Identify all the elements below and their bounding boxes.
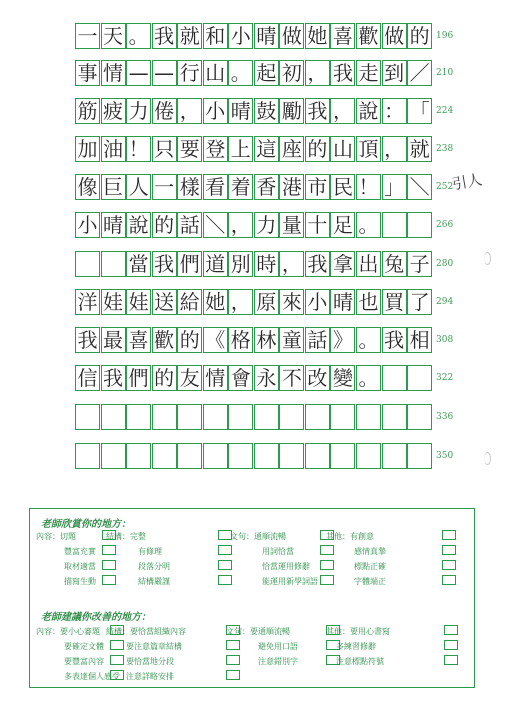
- feedback-item: 結構：完整: [106, 532, 146, 541]
- row-number: 350: [436, 451, 454, 461]
- grid-cell: 送: [152, 289, 177, 315]
- feedback-checkbox[interactable]: [102, 545, 116, 555]
- grid-cell: 。: [356, 327, 381, 353]
- grid-cell: ，: [228, 212, 253, 238]
- grid-cell: [407, 443, 432, 469]
- grid-cell: 話: [305, 327, 330, 353]
- grid-cell: 們: [126, 365, 151, 391]
- feedback-item: 注意標點符號: [336, 657, 384, 666]
- grid-cell: 出: [356, 251, 381, 277]
- grid-cell: 力: [126, 98, 151, 124]
- grid-cell: ！: [356, 174, 381, 200]
- feedback-improve-title: 老師建議你改善的地方：: [41, 612, 151, 623]
- grid-cell: [305, 404, 330, 430]
- grid-cell: 她: [203, 289, 228, 315]
- feedback-item: 文句：通順流暢: [230, 532, 286, 541]
- grid-cell: 給: [177, 289, 202, 315]
- feedback-checkbox[interactable]: [444, 640, 458, 650]
- feedback-checkbox[interactable]: [320, 560, 334, 570]
- grid-cell: 小: [228, 23, 253, 49]
- grid-cell: [254, 404, 279, 430]
- grid-cell: 我: [152, 251, 177, 277]
- grid-cell: 子: [407, 251, 432, 277]
- grid-cell: 改: [305, 365, 330, 391]
- grid-cell: [75, 443, 100, 469]
- grid-cell: 的: [177, 327, 202, 353]
- grid-cell: 情: [203, 365, 228, 391]
- grid-cell: 》: [330, 327, 355, 353]
- grid-cell: 上: [228, 136, 253, 162]
- grid-row: [75, 212, 433, 238]
- grid-cell: 來: [279, 289, 304, 315]
- grid-cell: 洋: [75, 289, 100, 315]
- row-number: 308: [436, 335, 454, 345]
- grid-row: [75, 23, 433, 49]
- grid-cell: 看: [203, 174, 228, 200]
- grid-cell: 只: [152, 136, 177, 162]
- grid-cell: 「: [407, 98, 432, 124]
- grid-cell: 着: [228, 174, 253, 200]
- grid-row: [75, 98, 433, 124]
- feedback-item: 段落分明: [138, 562, 170, 571]
- margin-note: 引人: [450, 170, 484, 194]
- grid-cell: 就: [177, 23, 202, 49]
- grid-cell: 像: [75, 174, 100, 200]
- grid-row: [75, 136, 433, 162]
- grid-cell: 兔: [382, 251, 407, 277]
- feedback-checkbox[interactable]: [320, 575, 334, 585]
- grid-cell: 晴: [101, 212, 126, 238]
- feedback-item: 其他：要用心書寫: [326, 627, 390, 636]
- grid-cell: 變: [330, 365, 355, 391]
- grid-cell: [177, 404, 202, 430]
- grid-cell: 別: [228, 251, 253, 277]
- feedback-item: 描寫生動: [64, 577, 96, 586]
- feedback-checkbox[interactable]: [218, 575, 232, 585]
- grid-cell: 話: [177, 212, 202, 238]
- grid-cell: 最: [101, 327, 126, 353]
- feedback-item: 要注意篇章結構: [126, 642, 182, 651]
- grid-cell: 人: [126, 174, 151, 200]
- feedback-item: 取材適當: [64, 562, 96, 571]
- grid-cell: 行: [177, 60, 202, 86]
- grid-cell: 林: [254, 327, 279, 353]
- grid-cell: ！: [126, 136, 151, 162]
- grid-cell: 的: [152, 212, 177, 238]
- grid-cell: 晴: [330, 289, 355, 315]
- grid-cell: 喜: [126, 327, 151, 353]
- grid-cell: 我: [382, 327, 407, 353]
- grid-cell: 。: [356, 365, 381, 391]
- grid-cell: [356, 404, 381, 430]
- grid-cell: 座: [279, 136, 304, 162]
- feedback-item: 感情真摯: [354, 547, 386, 556]
- grid-cell: 香: [254, 174, 279, 200]
- grid-cell: 樣: [177, 174, 202, 200]
- feedback-item: 有條理: [138, 547, 162, 556]
- grid-cell: [126, 443, 151, 469]
- grid-cell: ＼: [203, 212, 228, 238]
- grid-cell: 情: [101, 60, 126, 86]
- grid-cell: 到: [382, 60, 407, 86]
- grid-cell: 山: [203, 60, 228, 86]
- grid-cell: 相: [407, 327, 432, 353]
- grid-cell: 我: [305, 98, 330, 124]
- grid-cell: 山: [330, 136, 355, 162]
- grid-cell: [101, 443, 126, 469]
- grid-row: [75, 404, 433, 430]
- grid-cell: [330, 443, 355, 469]
- grid-row: [75, 289, 433, 315]
- grid-cell: ，: [228, 289, 253, 315]
- grid-cell: [382, 404, 407, 430]
- grid-cell: 港: [279, 174, 304, 200]
- grid-cell: 小: [203, 98, 228, 124]
- feedback-checkbox[interactable]: [444, 655, 458, 665]
- grid-cell: [126, 404, 151, 430]
- grid-row: [75, 327, 433, 353]
- grid-cell: 這: [254, 136, 279, 162]
- grid-cell: [279, 404, 304, 430]
- grid-cell: [279, 443, 304, 469]
- feedback-checkbox[interactable]: [218, 560, 232, 570]
- grid-cell: 一: [75, 23, 100, 49]
- grid-cell: 事: [75, 60, 100, 86]
- grid-cell: 我: [330, 60, 355, 86]
- grid-cell: 足: [330, 212, 355, 238]
- grid-cell: 民: [330, 174, 355, 200]
- grid-cell: 了: [407, 289, 432, 315]
- grid-cell: 。: [356, 212, 381, 238]
- grid-cell: 一: [152, 174, 177, 200]
- grid-cell: —: [152, 60, 177, 86]
- feedback-checkbox[interactable]: [226, 640, 240, 650]
- grid-cell: [203, 443, 228, 469]
- scan-mark: [484, 452, 491, 465]
- grid-cell: [407, 404, 432, 430]
- feedback-item: 避免用口語: [258, 642, 298, 651]
- grid-cell: [228, 404, 253, 430]
- grid-cell: 加: [75, 136, 100, 162]
- feedback-checkbox[interactable]: [102, 560, 116, 570]
- feedback-item: 結構嚴謹: [138, 577, 170, 586]
- row-number: 252: [436, 182, 454, 192]
- feedback-item: 字體端正: [354, 577, 386, 586]
- grid-cell: ：: [382, 98, 407, 124]
- grid-cell: 當: [126, 251, 151, 277]
- grid-cell: 量: [279, 212, 304, 238]
- grid-cell: [152, 443, 177, 469]
- grid-cell: 也: [356, 289, 381, 315]
- grid-cell: 我: [305, 251, 330, 277]
- row-number: 210: [436, 68, 454, 78]
- feedback-checkbox[interactable]: [320, 545, 334, 555]
- grid-cell: 。: [126, 23, 151, 49]
- grid-cell: [254, 443, 279, 469]
- grid-cell: [101, 404, 126, 430]
- grid-cell: 說: [126, 212, 151, 238]
- feedback-item: 內容：要小心審題: [36, 627, 100, 636]
- grid-cell: 的: [152, 365, 177, 391]
- grid-row: [75, 365, 433, 391]
- grid-cell: 的: [407, 23, 432, 49]
- row-number: 224: [436, 106, 454, 116]
- grid-cell: 。: [228, 60, 253, 86]
- feedback-checkbox[interactable]: [226, 670, 240, 680]
- grid-cell: [382, 212, 407, 238]
- grid-cell: [407, 365, 432, 391]
- grid-cell: [305, 443, 330, 469]
- feedback-item: 標點正確: [354, 562, 386, 571]
- grid-cell: 」: [382, 174, 407, 200]
- feedback-item: 文句：要通順流暢: [226, 627, 290, 636]
- feedback-item: 結構：要恰當組織內容: [106, 627, 186, 636]
- feedback-checkbox[interactable]: [218, 545, 232, 555]
- grid-cell: 頂: [356, 136, 381, 162]
- grid-cell: 友: [177, 365, 202, 391]
- row-number: 294: [436, 297, 454, 307]
- grid-cell: 們: [177, 251, 202, 277]
- grid-cell: 童: [279, 327, 304, 353]
- grid-cell: [382, 365, 407, 391]
- grid-cell: 鼓: [254, 98, 279, 124]
- grid-row: [75, 251, 433, 277]
- grid-cell: [177, 443, 202, 469]
- feedback-item: 注意錯別字: [258, 657, 298, 666]
- row-number: 336: [436, 412, 454, 422]
- row-number: 322: [436, 373, 454, 383]
- feedback-checkbox[interactable]: [226, 655, 240, 665]
- grid-cell: 登: [203, 136, 228, 162]
- feedback-item: 要確定文體: [64, 642, 104, 651]
- grid-cell: 晴: [228, 98, 253, 124]
- grid-cell: 小: [305, 289, 330, 315]
- grid-cell: [75, 251, 100, 277]
- grid-cell: 歡: [152, 327, 177, 353]
- grid-cell: 巨: [101, 174, 126, 200]
- grid-cell: ，: [279, 251, 304, 277]
- feedback-appreciate-title: 老師欣賞你的地方：: [41, 519, 131, 530]
- feedback-item: 注意詳略安排: [126, 672, 174, 681]
- grid-cell: ，: [330, 98, 355, 124]
- grid-cell: ＼: [407, 174, 432, 200]
- grid-cell: 信: [75, 365, 100, 391]
- grid-cell: 時: [254, 251, 279, 277]
- feedback-checkbox[interactable]: [442, 575, 456, 585]
- row-number: 238: [436, 144, 454, 154]
- scan-mark: [484, 252, 491, 265]
- grid-cell: 我: [152, 23, 177, 49]
- grid-cell: 走: [356, 60, 381, 86]
- grid-row: [75, 60, 433, 86]
- feedback-checkbox[interactable]: [110, 655, 124, 665]
- grid-cell: 小: [75, 212, 100, 238]
- grid-cell: ，: [305, 60, 330, 86]
- grid-cell: 天: [101, 23, 126, 49]
- grid-cell: 倦: [152, 98, 177, 124]
- grid-cell: 不: [279, 365, 304, 391]
- grid-cell: 歡: [356, 23, 381, 49]
- grid-cell: 市: [305, 174, 330, 200]
- feedback-item: 多表達個人感受: [64, 672, 120, 681]
- grid-cell: 初: [279, 60, 304, 86]
- feedback-item: 要豐富內容: [64, 657, 104, 666]
- feedback-box: [29, 508, 475, 688]
- grid-cell: ，: [382, 136, 407, 162]
- grid-cell: 拿: [330, 251, 355, 277]
- grid-cell: [407, 212, 432, 238]
- feedback-item: 用詞恰當: [262, 547, 294, 556]
- grid-cell: 晴: [254, 23, 279, 49]
- grid-cell: 她: [305, 23, 330, 49]
- grid-cell: 疲: [101, 98, 126, 124]
- row-number: 196: [436, 31, 454, 41]
- grid-cell: 做: [382, 23, 407, 49]
- grid-cell: 十: [305, 212, 330, 238]
- grid-cell: [356, 443, 381, 469]
- grid-cell: 起: [254, 60, 279, 86]
- grid-cell: ／: [407, 60, 432, 86]
- feedback-checkbox[interactable]: [102, 575, 116, 585]
- grid-cell: [203, 404, 228, 430]
- grid-cell: 我: [75, 327, 100, 353]
- grid-cell: 《: [203, 327, 228, 353]
- feedback-checkbox[interactable]: [442, 530, 456, 540]
- grid-cell: [75, 404, 100, 430]
- feedback-item: 要恰當地分段: [126, 657, 174, 666]
- grid-cell: 永: [254, 365, 279, 391]
- feedback-item: 豐富充實: [64, 547, 96, 556]
- grid-cell: 娃: [101, 289, 126, 315]
- grid-cell: 原: [254, 289, 279, 315]
- grid-cell: [330, 404, 355, 430]
- grid-cell: 要: [177, 136, 202, 162]
- feedback-item: 內容：切題: [36, 532, 76, 541]
- feedback-checkbox[interactable]: [442, 545, 456, 555]
- feedback-item: 多練習修辭: [336, 642, 376, 651]
- grid-cell: 油: [101, 136, 126, 162]
- feedback-checkbox[interactable]: [110, 640, 124, 650]
- feedback-checkbox[interactable]: [110, 670, 124, 680]
- grid-cell: 力: [254, 212, 279, 238]
- feedback-checkbox[interactable]: [442, 560, 456, 570]
- grid-row: [75, 174, 433, 200]
- grid-cell: ，: [177, 98, 202, 124]
- grid-cell: 買: [382, 289, 407, 315]
- grid-cell: 會: [228, 365, 253, 391]
- grid-cell: 說: [356, 98, 381, 124]
- grid-cell: [152, 404, 177, 430]
- grid-cell: 我: [101, 365, 126, 391]
- grid-cell: [228, 443, 253, 469]
- grid-cell: —: [126, 60, 151, 86]
- row-number: 266: [436, 220, 454, 230]
- grid-cell: [101, 251, 126, 277]
- grid-cell: 格: [228, 327, 253, 353]
- grid-cell: 勵: [279, 98, 304, 124]
- grid-cell: 筋: [75, 98, 100, 124]
- grid-row: [75, 443, 433, 469]
- grid-cell: 就: [407, 136, 432, 162]
- row-number: 280: [436, 259, 454, 269]
- grid-cell: 娃: [126, 289, 151, 315]
- grid-cell: 做: [279, 23, 304, 49]
- feedback-item: 能運用新學詞語: [262, 577, 318, 586]
- grid-cell: 和: [203, 23, 228, 49]
- grid-cell: 喜: [330, 23, 355, 49]
- grid-cell: [382, 443, 407, 469]
- feedback-checkbox[interactable]: [444, 625, 458, 635]
- feedback-item: 恰當運用修辭: [262, 562, 310, 571]
- grid-cell: 道: [203, 251, 228, 277]
- grid-cell: 的: [305, 136, 330, 162]
- feedback-item: 其他：有創意: [326, 532, 374, 541]
